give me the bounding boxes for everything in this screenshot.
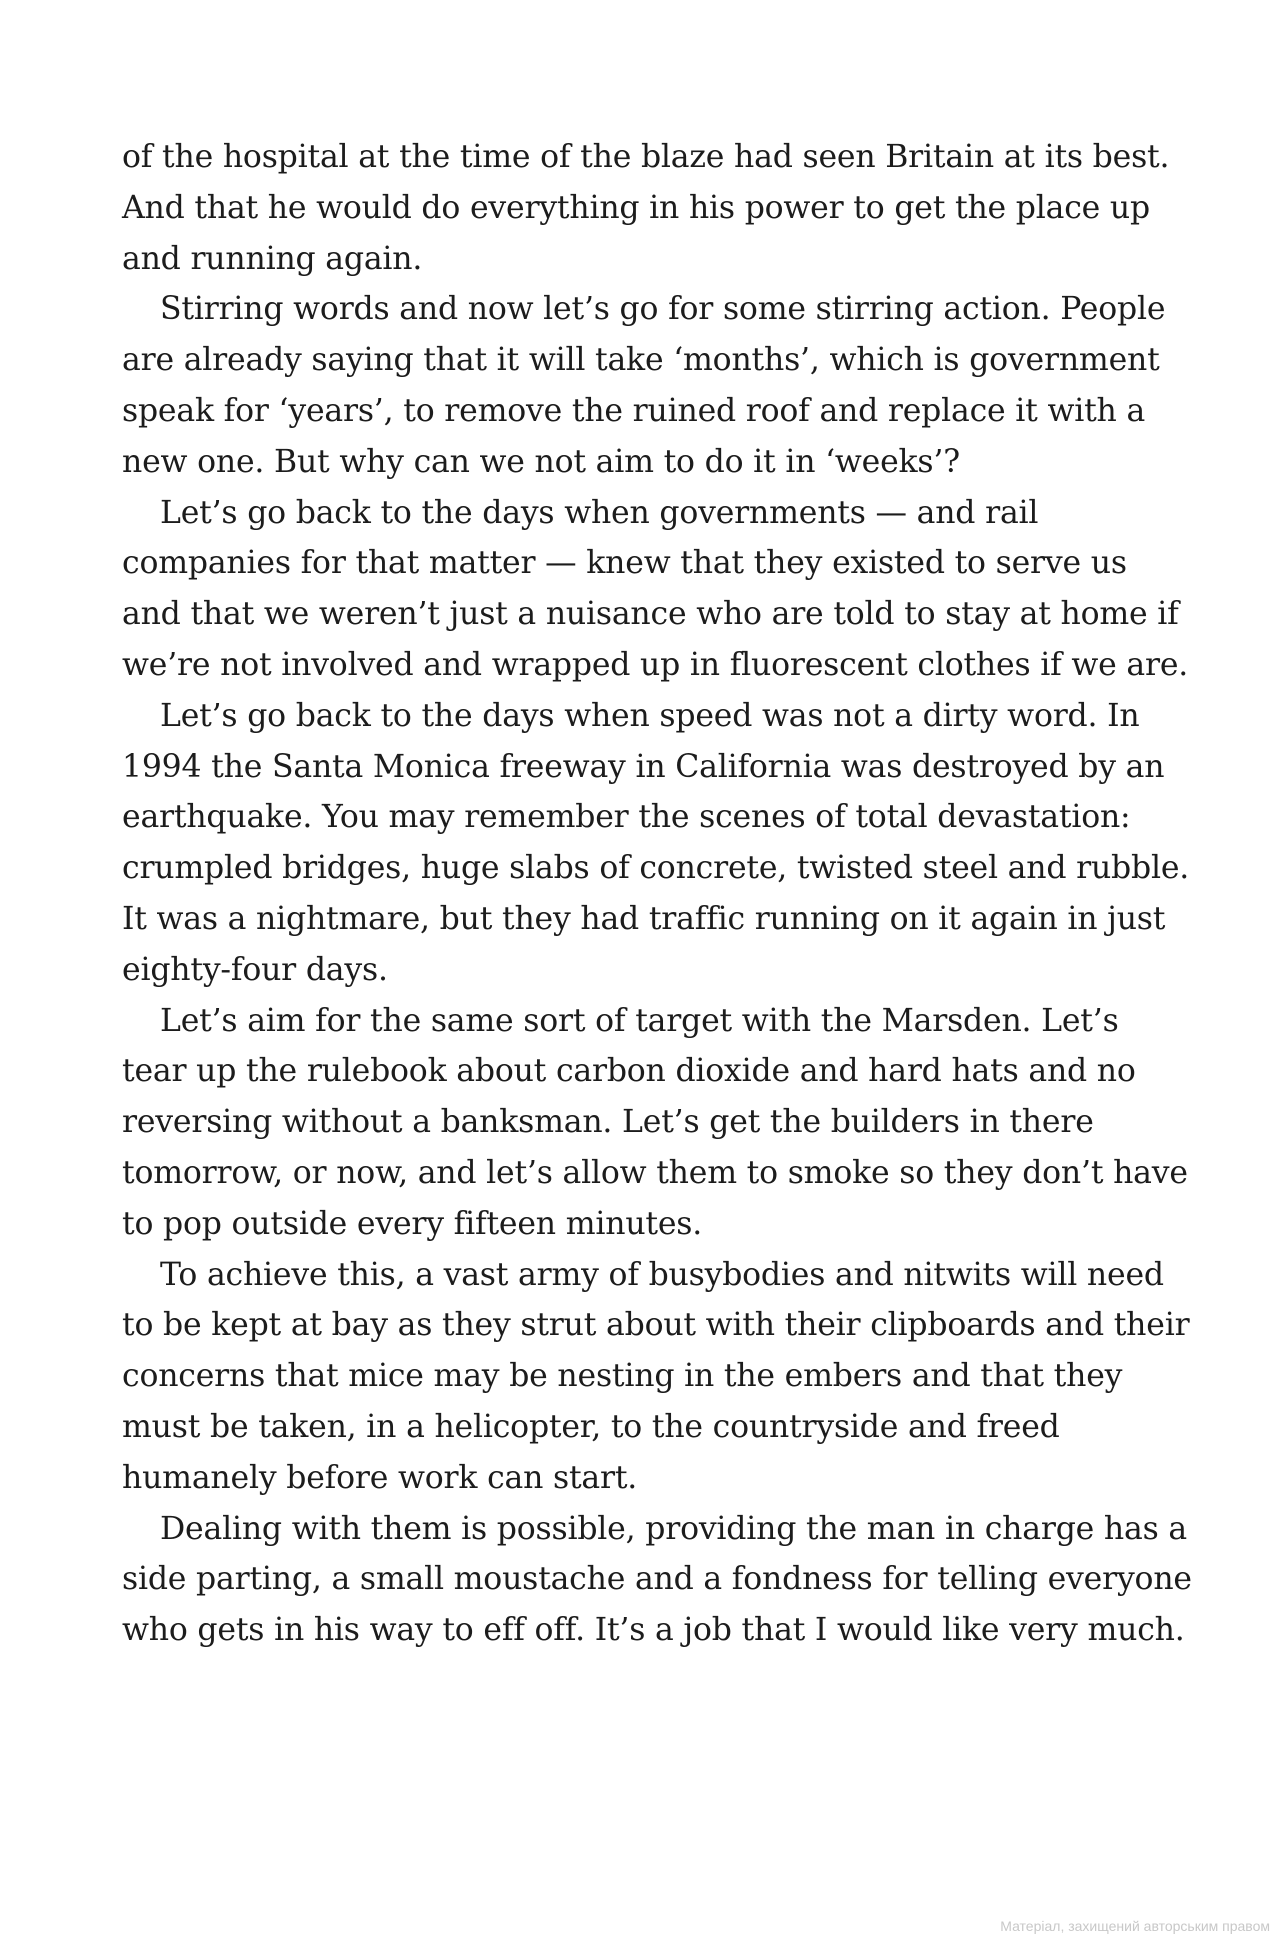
paragraph-6: To achieve this, a vast army of busybodies and nitwits will need to be kept at bay as they strut about with their clipboards and their concerns that mice may be nesting in the embers and that they must be taken, in a helicopter, to the countryside and freed humanely before work can start. <box>122 1256 1190 1496</box>
page-body <box>122 132 1192 1656</box>
paragraph-4: Let’s go back to the days when speed was not a dirty word. In 1994 the Santa Monica freeway in California was destroyed by an earthquake. You may remember the scenes of total devastation: crumpled bridges, huge slabs of concrete, twisted steel and rubble. It was a nightmare, but they had traffic running on it again in just eighty-four days. <box>122 697 1190 988</box>
paragraph-7: Dealing with them is possible, providing the man in charge has a side parting, a small moustache and a fondness for telling everyone who gets in his way to eff off. It’s a job that I would like very much. <box>122 1510 1192 1649</box>
paragraph-3: Let’s go back to the days when governments — and rail companies for that matter — knew that they existed to serve us and that we weren’t just a nuisance who are told to stay at home if we’re not involved and wrapped up in fluorescent clothes if we are. <box>122 494 1189 683</box>
paragraph-1: of the hospital at the time of the blaze had seen Britain at its best. And that he would do everything in his power to get the place up and running again. <box>122 139 1170 277</box>
paragraph-5: Let’s aim for the same sort of target with the Marsden. Let’s tear up the rulebook about carbon dioxide and hard hats and no reversing without a banksman. Let’s get the builders in there tomorrow, or now, and let’s allow them to smoke so they don’t have to pop outside every fifteen minutes. <box>122 1002 1188 1242</box>
copyright-watermark: Матеріал, захищений авторським правом <box>1000 1918 1270 1934</box>
paragraph-2: Stirring words and now let’s go for some stirring action. People are already saying that it will take ‘months’, which is government speak for ‘years’, to remove the ruined roof and replace it with a new one. But why can we not aim to do it in ‘weeks’? <box>122 291 1166 480</box>
